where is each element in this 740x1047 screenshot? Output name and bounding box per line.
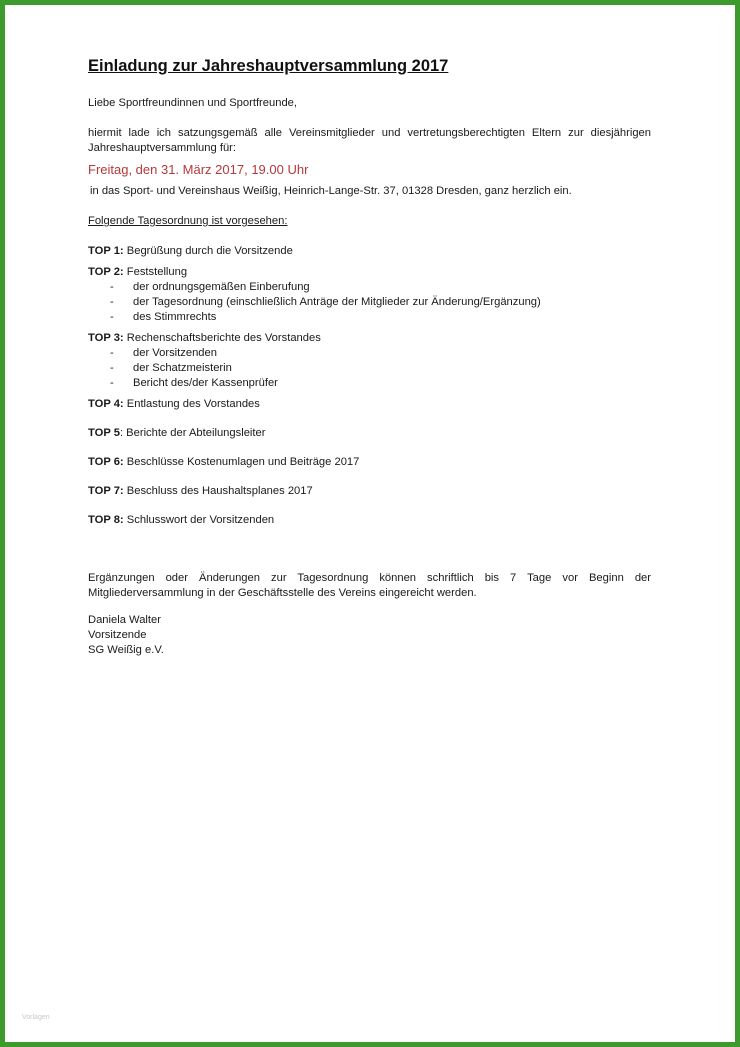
agenda-label: TOP 2: — [88, 266, 124, 278]
agenda-label: TOP 4: — [88, 398, 124, 410]
agenda-text: Rechenschaftsberichte des Vorstandes — [123, 332, 321, 344]
list-item: - der Tagesordnung (einschließlich Anträge der Mitglieder zur Änderung/Ergänzung) — [110, 296, 541, 308]
agenda-label: TOP 5 — [88, 427, 120, 439]
agenda-text: Entlastung des Vorstandes — [123, 398, 260, 410]
agenda-subitems — [88, 346, 651, 391]
agenda-item-1 — [88, 244, 651, 259]
venue-line: in das Sport- und Vereinshaus Weißig, Heinrich-Lange-Str. 37, 01328 Dresden, ganz herzlich ein. — [90, 185, 572, 197]
agenda-item-4 — [88, 397, 651, 412]
intro-paragraph: hiermit lade ich satzungsgemäß alle Vereinsmitglieder und vertretungsberechtigten Eltern zur diesjährigen Jahreshauptversammlung für: — [88, 127, 651, 154]
agenda-item-5 — [88, 426, 651, 441]
closing-paragraph: Ergänzungen oder Änderungen zur Tagesordnung können schriftlich bis 7 Tage vor Beginn der Mitgliederversammlung in der Geschäftsstelle des Vereins eingereicht werden. — [88, 572, 651, 599]
agenda-item-3 — [88, 331, 651, 391]
agenda-label: TOP 3: — [88, 332, 124, 344]
agenda-text: Feststellung — [123, 266, 188, 278]
agenda-label: TOP 8: — [88, 514, 124, 526]
watermark: Vorlagen — [22, 1014, 50, 1021]
signature-club: SG Weißig e.V. — [88, 644, 164, 656]
agenda-text: Begrüßung durch die Vorsitzende — [123, 245, 293, 257]
page-title: Einladung zur Jahreshauptversammlung 2017 — [88, 57, 449, 75]
agenda-text: Beschluss des Haushaltsplanes 2017 — [123, 485, 313, 497]
document-body — [88, 56, 651, 658]
agenda-label: TOP 7: — [88, 485, 124, 497]
meeting-date: Freitag, den 31. März 2017, 19.00 Uhr — [88, 162, 309, 177]
agenda-text: Schlusswort der Vorsitzenden — [123, 514, 275, 526]
agenda-heading: Folgende Tagesordnung ist vorgesehen: — [88, 215, 288, 227]
agenda-label: TOP 6: — [88, 456, 124, 468]
agenda-item-2 — [88, 265, 651, 325]
greeting: Liebe Sportfreundinnen und Sportfreunde, — [88, 97, 297, 109]
agenda-item-8 — [88, 513, 651, 528]
list-item: - des Stimmrechts — [110, 311, 217, 323]
agenda-subitems — [88, 280, 651, 325]
signature-block — [88, 613, 651, 658]
signature-role: Vorsitzende — [88, 629, 147, 641]
list-item: - der Schatzmeisterin — [110, 362, 232, 374]
list-item: - der ordnungsgemäßen Einberufung — [110, 281, 310, 293]
agenda-item-6 — [88, 455, 651, 470]
agenda-label: TOP 1: — [88, 245, 124, 257]
list-item: - Bericht des/der Kassenprüfer — [110, 377, 278, 389]
agenda-text: : Berichte der Abteilungsleiter — [119, 427, 266, 439]
agenda-item-7 — [88, 484, 651, 499]
list-item: - der Vorsitzenden — [110, 347, 217, 359]
signature-name: Daniela Walter — [88, 614, 161, 626]
agenda-text: Beschlüsse Kostenumlagen und Beiträge 2017 — [123, 456, 360, 468]
